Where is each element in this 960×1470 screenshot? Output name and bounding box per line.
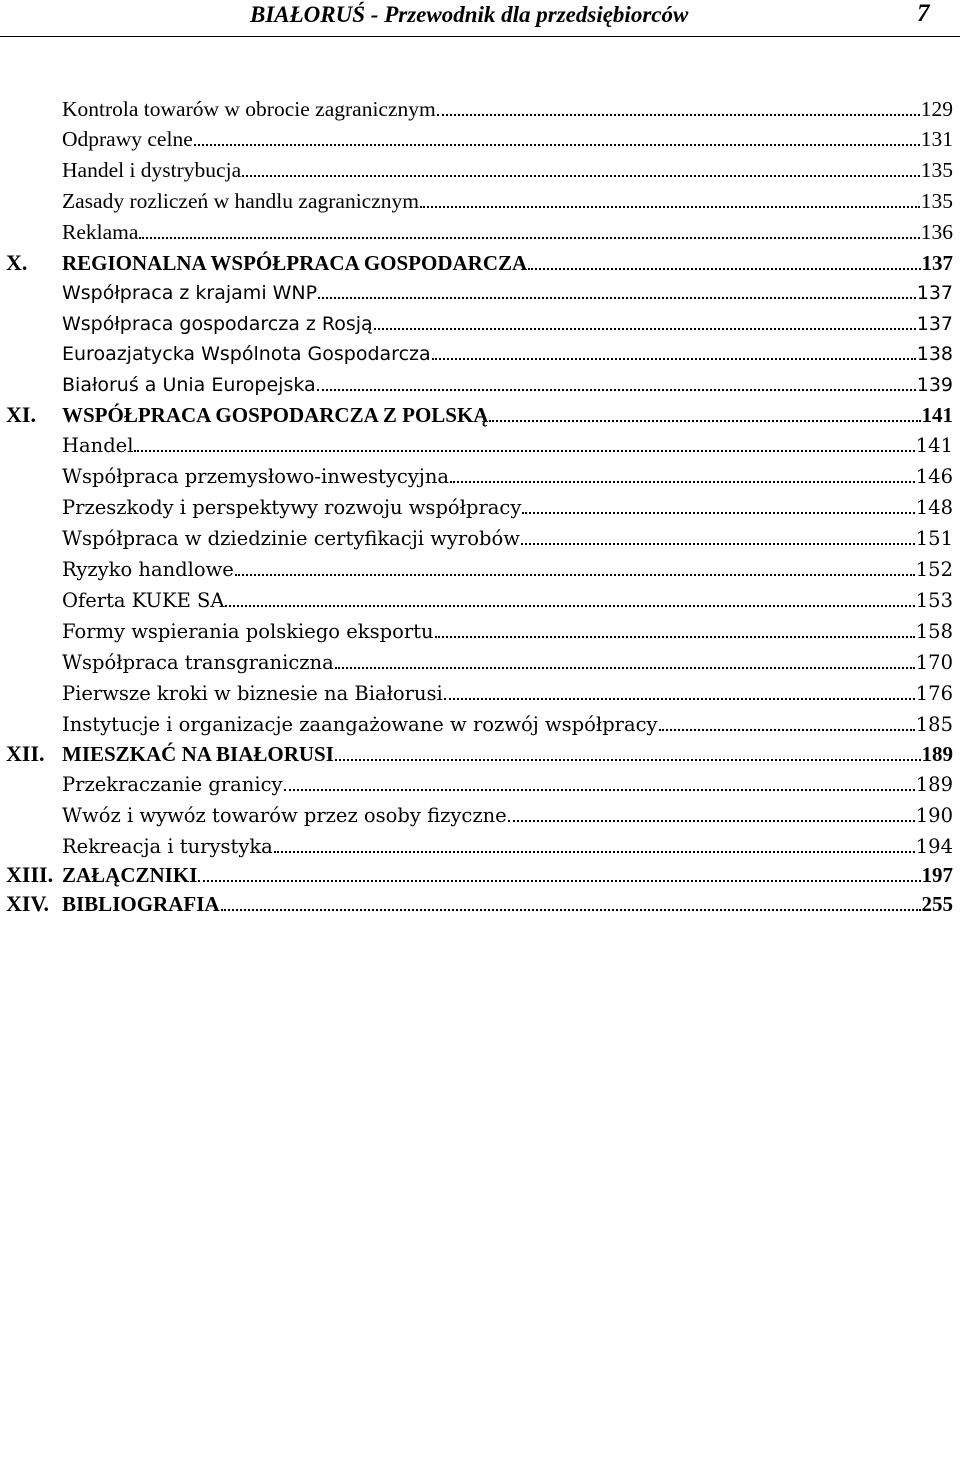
toc-entry-title: Kontrola towarów w obrocie zagranicznym: [62, 97, 436, 121]
toc-chapter-row: [0, 246, 960, 276]
toc-entry-title: Współpraca z krajami WNP: [62, 282, 318, 304]
toc-entry-line: [62, 619, 953, 645]
toc-entry-title: Zasady rozliczeń w handlu zagranicznym: [62, 189, 419, 213]
toc-entry-page: 197: [921, 863, 953, 887]
toc-chapter-row: [0, 887, 960, 917]
toc-entry-line: [62, 311, 953, 337]
toc-section-row: [0, 307, 960, 337]
toc-entry-line: [62, 341, 953, 367]
dot-leader: [335, 667, 915, 669]
toc-entry-page: 129: [920, 97, 953, 121]
toc-entry-page: 138: [916, 343, 953, 365]
toc-chapter-row: [0, 398, 960, 428]
toc-entry-line: [62, 588, 953, 614]
toc-entry-line: [62, 862, 953, 888]
dot-leader: [242, 175, 920, 177]
toc-entry-page: 139: [916, 374, 953, 396]
chapter-number: XIV.: [6, 891, 50, 916]
toc-entry-page: 185: [915, 713, 953, 736]
toc-entry-line: [62, 464, 953, 490]
dot-leader: [528, 268, 920, 270]
toc-entry-title: Pierwsze kroki w biznesie na Białorusi: [62, 682, 443, 705]
toc-entry-title: Przekraczanie granicy: [62, 773, 283, 796]
dot-leader: [335, 759, 921, 761]
toc-entry-title: Instytucje i organizacje zaangażowane w rozwój współpracy: [62, 713, 658, 736]
toc-entry-page: 190: [915, 804, 953, 827]
toc-section-row: [0, 768, 960, 798]
dot-leader: [374, 328, 916, 330]
dot-leader: [489, 420, 920, 422]
toc-entry-title: BIBLIOGRAFIA: [62, 892, 220, 916]
dot-leader: [508, 820, 915, 822]
toc-section-row: [0, 337, 960, 367]
toc-entry-page: 189: [921, 742, 953, 766]
toc-entry-line: [62, 712, 953, 738]
dot-leader: [139, 237, 919, 239]
toc-entry-page: 170: [915, 651, 953, 674]
toc-entry-line: [62, 188, 953, 214]
toc-entry-title: ZAŁĄCZNIKI: [62, 863, 198, 887]
toc-chapter-row: [0, 858, 960, 888]
dot-leader: [432, 358, 916, 360]
toc-entry-page: 189: [915, 773, 953, 796]
toc-section-row: [0, 646, 960, 676]
toc-section-row: [0, 429, 960, 459]
toc-entry-page: 146: [915, 465, 953, 488]
toc-section-row: [0, 184, 960, 214]
toc-entry-line: [62, 526, 953, 552]
toc-entry-title: MIESZKAĆ NA BIAŁORUSI: [62, 742, 334, 766]
toc-entry-title: Współpraca transgraniczna: [62, 651, 334, 674]
dot-leader: [194, 144, 920, 146]
dot-leader: [435, 636, 915, 638]
toc-entry-line: [62, 650, 953, 676]
toc-section-row: [0, 491, 960, 521]
toc-entry-line: [62, 681, 953, 707]
toc-entry-title: Białoruś a Unia Europejska: [62, 374, 316, 396]
toc-section-row: [0, 708, 960, 738]
toc-entry-title: WSPÓŁPRACA GOSPODARCZA Z POLSKĄ: [62, 403, 489, 427]
toc-section-row: [0, 799, 960, 829]
toc-entry-page: 255: [921, 892, 953, 916]
toc-entry-page: 151: [915, 527, 953, 550]
dot-leader: [521, 543, 915, 545]
dot-leader: [317, 389, 916, 391]
dot-leader: [437, 114, 920, 116]
chapter-number: X.: [6, 250, 28, 275]
toc-entry-page: 141: [915, 434, 953, 457]
toc-section-row: [0, 276, 960, 306]
toc-entry-title: Euroazjatycka Wspólnota Gospodarcza: [62, 343, 431, 365]
toc-entry-title: Formy wspierania polskiego eksportu: [62, 620, 434, 643]
toc-chapter-row: [0, 737, 960, 767]
toc-entry-title: Współpraca przemysłowo-inwestycyjna: [62, 465, 450, 488]
dot-leader: [450, 481, 915, 483]
toc-entry-line: [62, 372, 953, 398]
dot-leader: [420, 206, 920, 208]
toc-section-row: [0, 92, 960, 122]
running-title: BIAŁORUŚ - Przewodnik dla przedsiębiorców: [250, 2, 689, 27]
toc-entry-line: [62, 495, 953, 521]
dot-leader: [235, 574, 915, 576]
dot-leader: [225, 605, 914, 607]
toc-entry-title: Wwóz i wywóz towarów przez osoby fizyczne: [62, 804, 507, 827]
toc-entry-page: 176: [915, 682, 953, 705]
toc-section-row: [0, 368, 960, 398]
toc-entry-page: 135: [920, 189, 953, 213]
dot-leader: [444, 698, 915, 700]
toc-section-row: [0, 615, 960, 645]
toc-entry-title: Rekreacja i turystyka: [62, 835, 273, 858]
toc-entry-title: Reklama: [62, 220, 139, 244]
toc-entry-line: [62, 772, 953, 798]
toc-entry-title: Handel i dystrybucja: [62, 158, 242, 182]
toc-entry-line: [62, 741, 953, 767]
dot-leader: [659, 729, 915, 731]
toc-entry-title: Przeszkody i perspektywy rozwoju współpracy: [62, 496, 522, 519]
toc-entry-page: 148: [915, 496, 953, 519]
toc-entry-page: 131: [920, 127, 953, 151]
chapter-number: XIII.: [6, 862, 54, 887]
toc-entry-page: 137: [916, 313, 953, 335]
toc-entry-line: [62, 834, 953, 860]
toc-section-row: [0, 553, 960, 583]
dot-leader: [221, 909, 921, 911]
dot-leader: [522, 512, 914, 514]
toc-section-row: [0, 215, 960, 245]
dot-leader: [198, 880, 920, 882]
toc-entry-line: [62, 219, 953, 245]
toc-section-row: [0, 584, 960, 614]
toc-entry-line: [62, 402, 953, 428]
toc-entry-line: [62, 126, 953, 152]
toc-entry-page: 153: [915, 589, 953, 612]
toc-entry-page: 137: [916, 282, 953, 304]
toc-entry-page: 152: [915, 558, 953, 581]
dot-leader: [274, 851, 915, 853]
dot-leader: [284, 789, 915, 791]
chapter-number: XII.: [6, 741, 45, 766]
toc-entry-title: Oferta KUKE SA: [62, 589, 225, 612]
toc-entry-line: [62, 557, 953, 583]
page-number: 7: [917, 0, 930, 27]
toc-entry-page: 135: [920, 158, 953, 182]
toc-entry-title: Odprawy celne: [62, 127, 193, 151]
toc-entry-line: [62, 96, 953, 122]
dot-leader: [134, 450, 914, 452]
toc-section-row: [0, 522, 960, 552]
toc-entry-line: [62, 803, 953, 829]
page-header: [0, 0, 960, 36]
toc-entry-title: REGIONALNA WSPÓŁPRACA GOSPODARCZA: [62, 251, 528, 275]
dot-leader: [318, 297, 916, 299]
toc-section-row: [0, 460, 960, 490]
toc-entry-line: [62, 891, 953, 917]
toc-entry-page: 137: [921, 251, 953, 275]
toc-entry-page: 136: [920, 220, 953, 244]
toc-entry-page: 141: [921, 403, 953, 427]
toc-section-row: [0, 122, 960, 152]
toc-entry-title: Współpraca w dziedzinie certyfikacji wyrobów: [62, 527, 520, 550]
toc-entry-title: Ryzyko handlowe: [62, 558, 234, 581]
header-divider: [0, 36, 960, 37]
toc-entry-page: 158: [915, 620, 953, 643]
toc-entry-line: [62, 157, 953, 183]
toc-entry-title: Współpraca gospodarcza z Rosją: [62, 313, 373, 335]
chapter-number: XI.: [6, 402, 36, 427]
toc-entry-line: [62, 280, 953, 306]
toc-entry-page: 194: [915, 835, 953, 858]
toc-entry-line: [62, 433, 953, 459]
toc-section-row: [0, 153, 960, 183]
toc-section-row: [0, 830, 960, 860]
toc-entry-title: Handel: [62, 434, 134, 457]
toc-entry-line: [62, 250, 953, 276]
toc-section-row: [0, 677, 960, 707]
